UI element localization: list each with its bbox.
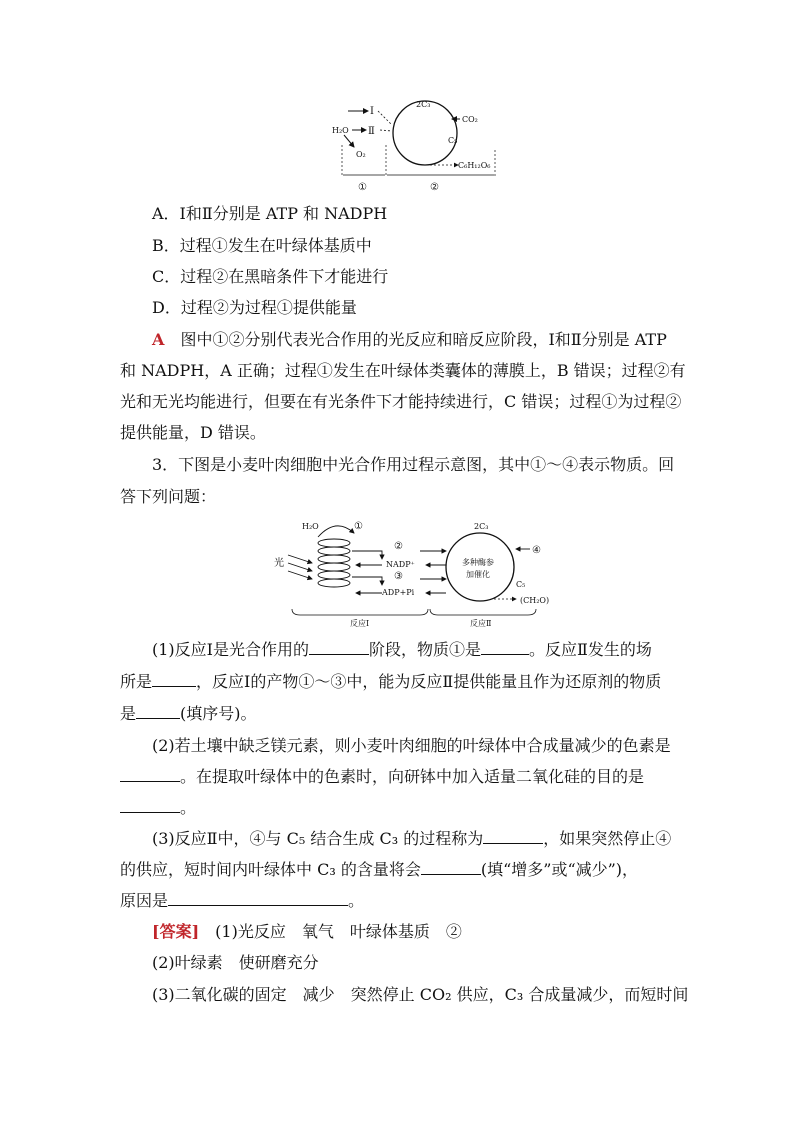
reaction2-bracket [430,609,536,615]
q1-text-c: 。反应Ⅱ发生的场 [529,640,652,659]
answer-key-tag: [答案] [152,922,200,941]
q2-line1: (2)若土壤中缺乏镁元素，则小麦叶肉细胞的叶绿体中合成量减少的色素是 [152,736,671,755]
reaction2-cycle [446,533,514,601]
label-adp: ADP+Pi [382,588,415,597]
q1-text-a: (1)反应Ⅰ是光合作用的 [152,640,309,659]
q3-text-c: 的供应，短时间内叶绿体中 C₃ 的含量将会 [120,860,421,879]
answer-key-line2: (2)叶绿素 使研磨充分 [152,953,319,972]
q2-blank-1 [120,767,180,782]
label-h2o: H₂O [332,126,349,135]
answer-explanation-line1 [152,329,667,351]
reaction1-bracket [292,609,428,615]
label-enzyme-2: 加催化 [466,570,490,579]
label-c5-2: C₅ [516,580,526,589]
q2-line3 [120,797,196,819]
light-arrow-2 [288,563,312,571]
arrow-m2-out [352,551,382,559]
label-co2: CO₂ [462,115,478,124]
label-m2: ② [394,541,403,552]
label-glucose: C₆H₁₂O₆ [458,161,491,170]
label-enzyme-1: 多种酶参 [462,558,494,567]
answer-key-line1 [152,921,462,943]
q3-text-a: (3)反应Ⅱ中，④与 C₅ 结合生成 C₃ 的过程称为 [152,829,484,848]
label-stage2: ② [430,182,439,193]
q2-blank-2 [120,798,180,813]
light-arrow-3 [288,571,312,579]
q3-text-b: ，如果突然停止④ [543,829,672,848]
label-2c3: 2C₃ [416,100,431,109]
arrow-m3-out [352,577,382,585]
light-arrow-1 [288,555,312,563]
label-m3: ③ [394,571,403,582]
label-reaction2: 反应Ⅱ [470,619,492,628]
q1-text-d: 所是 [120,672,153,691]
answer-key-text-1: (1)光反应 氧气 叶绿体基质 ② [215,922,462,941]
label-nadp: NADP⁺ [386,560,415,569]
q3-blank-2 [421,860,481,875]
answer-letter: A [152,330,165,349]
figure-reaction-diagram [270,515,570,630]
q3-blank-1 [483,829,543,844]
q3-line3 [120,890,364,912]
option-d: D．过程②为过程①提供能量 [152,298,357,317]
answer-explanation-line2: 和 NADPH，A 正确；过程①发生在叶绿体类囊体的薄膜上，B 错误；过程②有 [120,361,686,380]
q1-text-e: ，反应Ⅰ的产物①～③中，能为反应Ⅱ提供能量且作为还原剂的物质 [196,672,662,691]
label-reaction1: 反应Ⅰ [350,619,370,628]
answer-text-1: 图中①②分别代表光合作用的光反应和暗反应阶段，Ⅰ和Ⅱ分别是 ATP [180,330,667,349]
calvin-cycle-circle [393,101,457,165]
label-c3-2: 2C₃ [474,522,489,531]
label-h2o-2: H₂O [302,522,319,531]
q1-line2 [120,671,661,693]
question3-line2: 答下列问题： [120,487,217,506]
answer-key-line3: (3)二氧化碳的固定 减少 突然停止 CO₂ 供应，C₃ 合成量减少，而短时间 [152,985,689,1004]
option-c: C．过程②在黑暗条件下才能进行 [152,267,389,286]
q1-text-g: (填序号)。 [180,704,257,723]
answer-explanation-line3: 光和无光均能进行，但要在有光条件下才能持续进行，C 错误；过程①为过程② [120,392,682,411]
q1-text-b: 阶段，物质①是 [369,640,482,659]
q1-blank-1 [309,640,369,655]
q1-blank-3 [152,672,196,687]
label-II: Ⅱ [368,126,375,137]
option-a: A．Ⅰ和Ⅱ分别是 ATP 和 NADPH [152,204,388,223]
q1-blank-2 [481,640,529,655]
label-I: Ⅰ [370,106,374,117]
q1-blank-4 [136,704,180,719]
q3-text-d: (填“增多”或“减少”)， [480,860,639,879]
q1-line1 [152,639,652,661]
label-stage1: ① [358,182,367,193]
label-light: 光 [274,558,284,569]
option-b: B．过程①发生在叶绿体基质中 [152,236,372,255]
q2-line2 [120,766,644,788]
figure-photosynthesis-cycle [330,95,500,195]
answer-explanation-line4: 提供能量，D 错误。 [120,423,266,442]
arrow-II-to-cycle [380,130,392,131]
label-ch2o: (CH₂O) [520,596,550,605]
q3-text-e: 原因是 [120,891,169,910]
q2-text-b: 。在提取叶绿体中的色素时，向研钵中加入适量二氧化硅的目的是 [180,767,645,786]
arrow-I-to-cycle [378,111,392,125]
q3-text-f: 。 [348,891,365,910]
label-m1: ① [354,521,363,532]
q1-text-f: 是 [120,704,137,723]
water-split-arrow [318,526,354,537]
q3-line1 [152,828,671,850]
q2-text-c: 。 [180,798,197,817]
q3-line2 [120,859,638,881]
q3-blank-3 [168,891,348,906]
label-m4: ④ [532,545,541,556]
arrow-h2o-to-o2 [344,135,354,147]
q1-line3 [120,703,257,725]
label-o2: O₂ [356,150,366,159]
label-c5: C₅ [448,136,458,145]
question3-line1: 3．下图是小麦叶肉细胞中光合作用过程示意图，其中①～④表示物质。回 [152,455,675,474]
thylakoid-stack [318,539,350,587]
